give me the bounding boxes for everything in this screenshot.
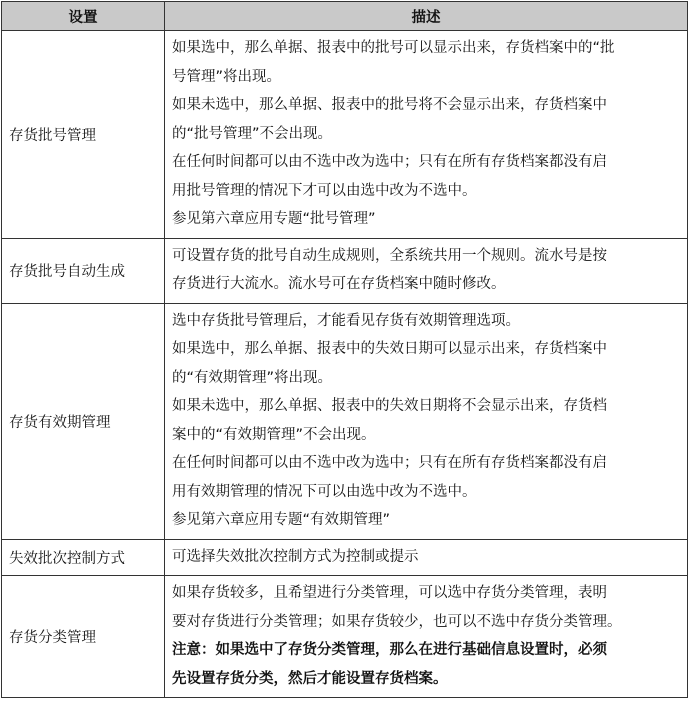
settings-table: [1, 1, 688, 698]
description-line: 如果存货较多，且希望进行分类管理，可以选中存货分类管理，表明: [172, 585, 607, 601]
description-line: 如果选中，那么单据、报表中的批号可以显示出来，存货档案中的“批: [172, 40, 615, 56]
table-row: [2, 303, 688, 539]
description-line: 案中的“有效期管理”不会出现。: [172, 426, 376, 443]
table-row: [2, 238, 688, 303]
description-line: 在任何时间都可以由不选中改为选中；只有在所有存货档案都没有启: [172, 154, 607, 170]
description-line: 参见第六章应用专题“有效期管理”: [172, 512, 391, 528]
description-line: 在任何时间都可以由不选中改为选中；只有在所有存货档案都没有启: [172, 455, 607, 471]
description-line: 如果未选中，那么单据、报表中的批号将不会显示出来，存货档案中: [172, 97, 607, 113]
note-line: 注意：如果选中了存货分类管理，那么在进行基础信息设置时，必须: [172, 642, 607, 658]
description-line: 的“批号管理”不会出现。: [172, 125, 333, 142]
description-cell: [165, 576, 688, 698]
description-cell: [165, 539, 688, 576]
setting-cell: 存货批号自动生成: [2, 238, 165, 303]
setting-cell: 失效批次控制方式: [2, 539, 165, 576]
setting-cell: 存货有效期管理: [2, 303, 165, 539]
description-line: 号管理”将出现。: [172, 68, 282, 85]
description-line: 可设置存货的批号自动生成规则，全系统共用一个规则。流水号是按: [172, 247, 607, 264]
description-line: 用批号管理的情况下才可以由选中改为不选中。: [172, 182, 477, 199]
note-line: 先设置存货分类，然后才能设置存货档案。: [172, 670, 448, 687]
header-row: [2, 2, 688, 31]
setting-cell: 存货批号管理: [2, 31, 165, 239]
table-row: [2, 576, 688, 698]
description-line: 选中存货批号管理后，才能看见存货有效期管理选项。: [172, 312, 520, 329]
description-line: 存货进行大流水。流水号可在存货档案中随时修改。: [172, 276, 506, 292]
setting-cell: 存货分类管理: [2, 576, 165, 698]
description-line: 要对存货进行分类管理；如果存货较少，也可以不选中存货分类管理。: [172, 613, 622, 630]
header-setting: 设置: [2, 2, 165, 31]
description-line: 如果未选中，那么单据、报表中的失效日期将不会显示出来，存货档: [172, 398, 607, 414]
description-line: 如果选中，那么单据、报表中的失效日期可以显示出来，存货档案中: [172, 341, 607, 357]
description-cell: [165, 303, 688, 539]
description-line: 用有效期管理的情况下可以由选中改为不选中。: [172, 483, 477, 500]
header-description: 描述: [165, 2, 688, 31]
description-line: 参见第六章应用专题“批号管理”: [172, 211, 376, 227]
description-cell: [165, 238, 688, 303]
description-cell: [165, 31, 688, 239]
table-row: [2, 31, 688, 239]
description-line: 可选择失效批次控制方式为控制或提示: [172, 548, 419, 565]
table-row: [2, 539, 688, 576]
description-line: 的“有效期管理”将出现。: [172, 369, 333, 386]
